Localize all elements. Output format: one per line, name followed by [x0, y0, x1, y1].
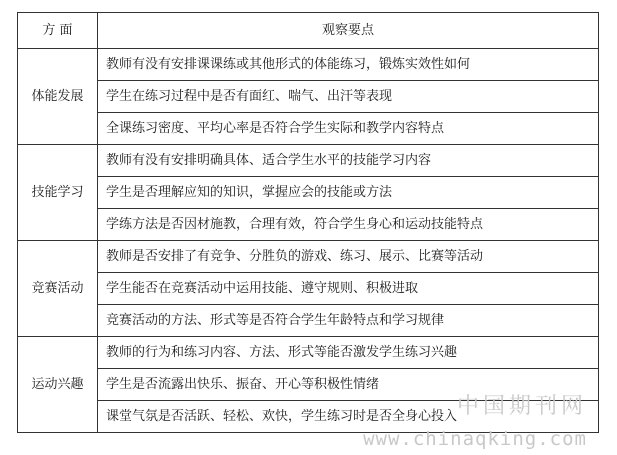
table-row: [18, 241, 599, 273]
table-row: [18, 401, 599, 433]
header-observation-points: 观察要点: [98, 13, 599, 49]
point-cell: 课堂气氛是否活跃、轻松、欢快，学生练习时是否全身心投入: [98, 401, 599, 433]
table-row: [18, 145, 599, 177]
point-cell: 学生能否在竞赛活动中运用技能、遵守规则、积极进取: [98, 273, 599, 305]
observation-table: [17, 12, 599, 433]
table-row: [18, 305, 599, 337]
point-cell: 教师有没有安排课课练或其他形式的体能练习，锻炼实效性如何: [98, 49, 599, 81]
category-cell: 体能发展: [18, 49, 98, 145]
table-row: [18, 337, 599, 369]
table-row: [18, 273, 599, 305]
header-aspect: 方 面: [18, 13, 98, 49]
point-cell: 教师的行为和练习内容、方法、形式等能否激发学生练习兴趣: [98, 337, 599, 369]
table-row: [18, 113, 599, 145]
watermark-site-name: 中国期刊网: [456, 394, 587, 419]
watermark-url: www.chinaqking.com: [363, 428, 587, 450]
table-row: [18, 49, 599, 81]
header-row: [18, 13, 599, 49]
point-cell: 学生在练习过程中是否有面红、喘气、出汗等表现: [98, 81, 599, 113]
table-row: [18, 177, 599, 209]
category-cell: 技能学习: [18, 145, 98, 241]
point-cell: 教师是否安排了有竞争、分胜负的游戏、练习、展示、比赛等活动: [98, 241, 599, 273]
point-cell: 学生是否理解应知的知识，掌握应会的技能或方法: [98, 177, 599, 209]
table-row: [18, 209, 599, 241]
point-cell: 学生是否流露出快乐、振奋、开心等积极性情绪: [98, 369, 599, 401]
point-cell: 教师有没有安排明确具体、适合学生水平的技能学习内容: [98, 145, 599, 177]
table-row: [18, 81, 599, 113]
table-row: [18, 369, 599, 401]
point-cell: 学练方法是否因材施教，合理有效，符合学生身心和运动技能特点: [98, 209, 599, 241]
point-cell: 全课练习密度、平均心率是否符合学生实际和教学内容特点: [98, 113, 599, 145]
category-cell: 竞赛活动: [18, 241, 98, 337]
point-cell: 竞赛活动的方法、形式等是否符合学生年龄特点和学习规律: [98, 305, 599, 337]
category-cell: 运动兴趣: [18, 337, 98, 433]
